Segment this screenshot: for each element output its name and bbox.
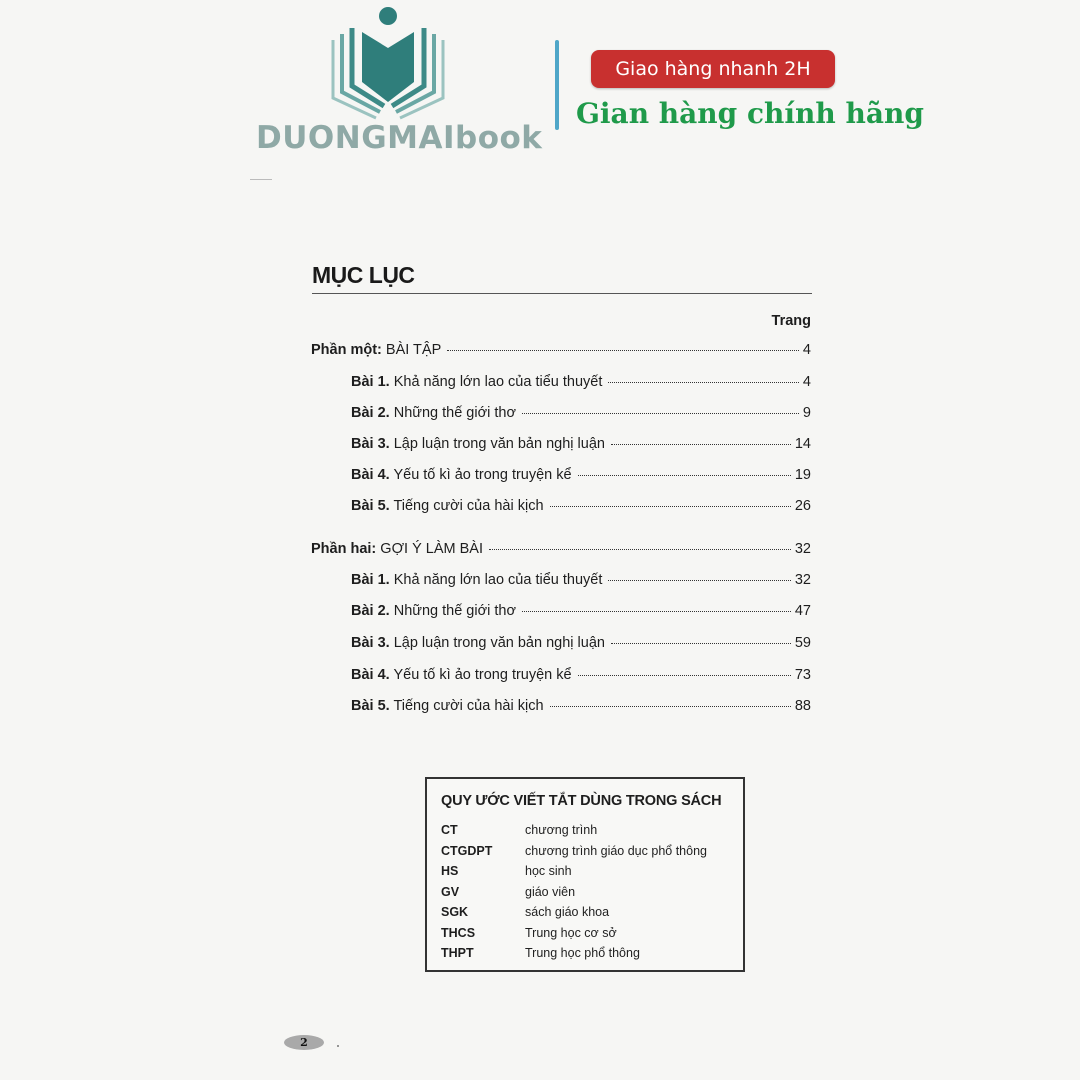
toc-leader-dots xyxy=(522,413,799,414)
abbreviation-row xyxy=(441,823,597,837)
toc-leader-dots xyxy=(489,549,791,550)
toc-entry-label-bold: Phần hai: xyxy=(311,541,377,557)
toc-leader-dots xyxy=(578,475,791,476)
toc-entry-label-bold: Bài 5. xyxy=(351,498,390,514)
toc-entry-page: 59 xyxy=(794,635,811,651)
toc-entry-lesson xyxy=(351,572,811,592)
abbreviations-title: QUY ƯỚC VIẾT TẮT DÙNG TRONG SÁCH xyxy=(441,793,722,809)
toc-page-header: Trang xyxy=(771,313,811,329)
abbreviation-code: SGK xyxy=(441,905,469,919)
toc-leader-dots xyxy=(611,643,791,644)
abbreviation-meaning: Trung học cơ sở xyxy=(525,926,617,940)
abbreviation-row xyxy=(441,885,575,899)
toc-entry-page: 73 xyxy=(794,667,811,683)
toc-entry-label-bold: Bài 2. xyxy=(351,603,390,619)
brand-divider xyxy=(555,40,559,130)
toc-leader-dots xyxy=(447,350,799,351)
toc-entry-page: 4 xyxy=(802,342,811,358)
toc-entry-label: Những thế giới thơ xyxy=(389,405,516,421)
toc-entry-label: Khả năng lớn lao của tiểu thuyết xyxy=(389,374,603,390)
abbreviation-code: CT xyxy=(441,823,458,837)
toc-leader-dots xyxy=(550,506,791,507)
toc-entry-lesson xyxy=(351,374,811,394)
abbreviation-meaning: sách giáo khoa xyxy=(525,905,610,919)
page-number: 2 xyxy=(284,1035,324,1050)
toc-title: MỤC LỤC xyxy=(312,262,415,288)
abbreviation-meaning: giáo viên xyxy=(525,885,576,899)
toc-entry-label: Yếu tố kì ảo trong truyện kể xyxy=(389,467,572,483)
toc-entry-label-bold: Bài 3. xyxy=(351,635,390,651)
toc-entry-page: 32 xyxy=(794,541,811,557)
abbreviation-code: THPT xyxy=(441,946,474,960)
abbreviation-meaning: chương trình xyxy=(525,823,598,837)
toc-entry-lesson xyxy=(351,698,811,718)
abbreviation-row xyxy=(441,946,640,960)
toc-leader-dots xyxy=(608,580,791,581)
toc-entry-label-bold: Phần một: xyxy=(311,342,382,358)
toc-leader-dots xyxy=(578,675,791,676)
toc-entry-lesson xyxy=(351,467,811,487)
toc-entry-lesson xyxy=(351,498,811,518)
toc-entry-lesson xyxy=(351,667,811,687)
toc-leader-dots xyxy=(608,382,799,383)
book-logo-icon xyxy=(328,4,448,122)
toc-entry-lesson xyxy=(351,436,811,456)
toc-entry-label-bold: Bài 1. xyxy=(351,374,390,390)
toc-entry-label-bold: Bài 5. xyxy=(351,698,390,714)
abbreviation-meaning: Trung học phổ thông xyxy=(525,946,640,960)
toc-entry-label-bold: Bài 1. xyxy=(351,572,390,588)
toc-entry-page: 26 xyxy=(794,498,811,514)
toc-entry-page: 47 xyxy=(794,603,811,619)
abbreviation-row xyxy=(441,844,707,858)
toc-entry-label: Lập luận trong văn bản nghị luận xyxy=(389,436,605,452)
toc-entry-label-bold: Bài 2. xyxy=(351,405,390,421)
toc-title-rule xyxy=(312,293,812,294)
page-dot xyxy=(337,1045,339,1047)
abbreviation-meaning: học sinh xyxy=(525,864,572,878)
abbreviations-box xyxy=(425,777,745,972)
abbreviation-code: CTGDPT xyxy=(441,844,493,858)
toc-entry-label: Tiếng cười của hài kịch xyxy=(389,498,544,514)
abbreviation-row xyxy=(441,926,617,940)
toc-leader-dots xyxy=(522,611,791,612)
toc-entry-label-bold: Bài 4. xyxy=(351,467,390,483)
abbreviation-meaning: chương trình giáo dục phổ thông xyxy=(525,844,707,858)
official-store-label: Gian hàng chính hãng xyxy=(576,97,924,130)
abbreviation-row xyxy=(441,864,572,878)
scan-mark xyxy=(250,179,272,180)
toc-entry-part-1 xyxy=(311,342,811,362)
toc-entry-label: Tiếng cười của hài kịch xyxy=(389,698,544,714)
toc-entry-lesson xyxy=(351,405,811,425)
toc-entry-label-bold: Bài 4. xyxy=(351,667,390,683)
toc-entry-page: 9 xyxy=(802,405,811,421)
toc-entry-label: BÀI TẬP xyxy=(381,342,442,358)
toc-entry-lesson xyxy=(351,635,811,655)
toc-leader-dots xyxy=(550,706,791,707)
toc-entry-lesson xyxy=(351,603,811,623)
toc-entry-label: GỢI Ý LÀM BÀI xyxy=(376,541,483,557)
toc-leader-dots xyxy=(611,444,791,445)
toc-entry-label: Lập luận trong văn bản nghị luận xyxy=(389,635,605,651)
toc-entry-label: Yếu tố kì ảo trong truyện kể xyxy=(389,667,572,683)
toc-entry-part-2 xyxy=(311,541,811,561)
brand-name: DUONGMAIbook xyxy=(256,120,543,156)
toc-entry-page: 88 xyxy=(794,698,811,714)
toc-entry-page: 4 xyxy=(802,374,811,390)
toc-entry-page: 32 xyxy=(794,572,811,588)
toc-entry-label: Những thế giới thơ xyxy=(389,603,516,619)
toc-entry-label-bold: Bài 3. xyxy=(351,436,390,452)
abbreviation-row xyxy=(441,905,609,919)
abbreviation-code: GV xyxy=(441,885,460,899)
abbreviation-code: THCS xyxy=(441,926,476,940)
abbreviation-code: HS xyxy=(441,864,459,878)
toc-entry-label: Khả năng lớn lao của tiểu thuyết xyxy=(389,572,603,588)
delivery-badge: Giao hàng nhanh 2H xyxy=(591,50,835,88)
toc-entry-page: 19 xyxy=(794,467,811,483)
toc-entry-page: 14 xyxy=(794,436,811,452)
